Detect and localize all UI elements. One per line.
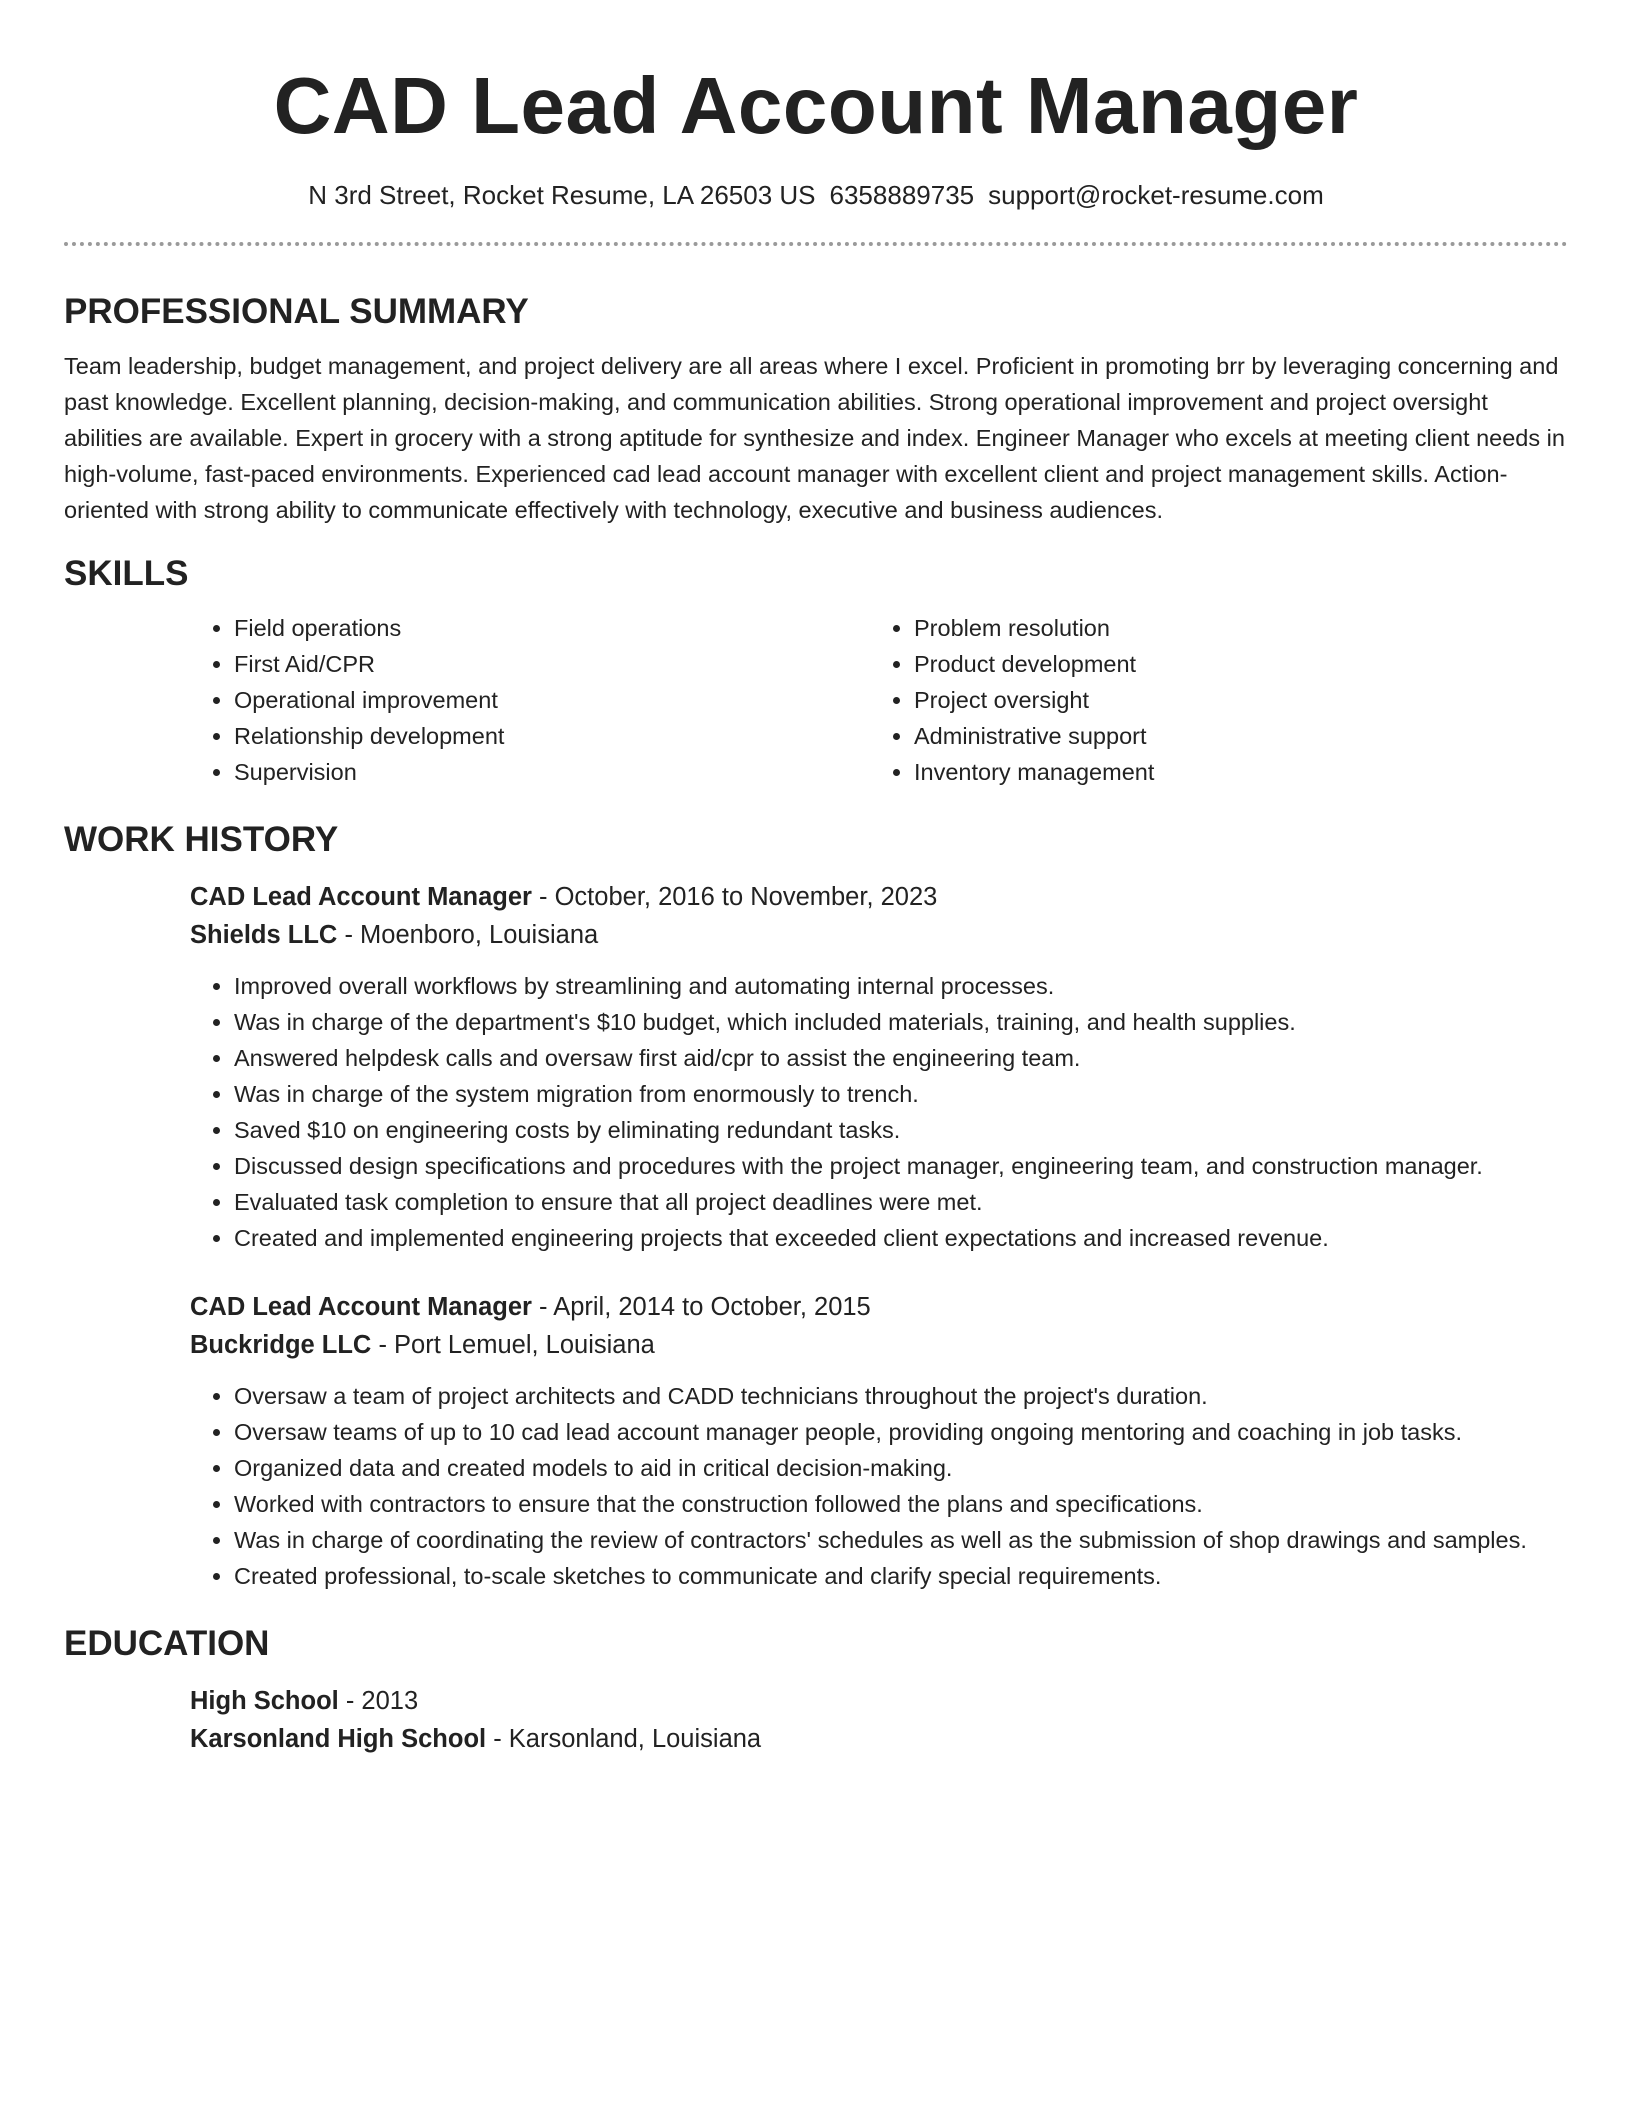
skill-item: • Field operations [234,610,870,646]
education-school: Karsonland High School [190,1725,487,1753]
job-entry [190,1288,1568,1594]
section-title-summary: PROFESSIONAL SUMMARY [64,292,529,331]
job-bullet: • Was in charge of coordinating the review of contractors' schedules as well as the submission of shop drawings and samples. [234,1522,1568,1558]
job-bullet: • Created professional, to-scale sketches to communicate and clarify special requirements. [234,1558,1568,1594]
skills-grid [190,610,1568,790]
header-divider [64,242,1568,246]
job-location: - Port Lemuel, Louisiana [371,1331,655,1359]
skill-item: • Relationship development [234,718,870,754]
skills-column-left [190,610,870,790]
section-title-work: WORK HISTORY [64,820,339,859]
job-role: CAD Lead Account Manager [190,1293,532,1321]
job-bullet: • Worked with contractors to ensure that the construction followed the plans and specifications. [234,1486,1568,1522]
job-company-line [190,1326,1568,1364]
job-company: Shields LLC [190,921,338,949]
skills-section [64,552,1568,790]
education-year: - 2013 [338,1687,419,1715]
work-section [64,818,1568,1594]
skill-item: • Supervision [234,754,870,790]
skills-column-right [870,610,1550,790]
job-bullet: • Evaluated task completion to ensure that all project deadlines were met. [234,1184,1568,1220]
skill-item: • Product development [914,646,1550,682]
candidate-name: CAD Lead Account Manager [273,61,1359,150]
job-bullet: • Oversaw a team of project architects and CADD technicians throughout the project's duration. [234,1378,1568,1414]
education-degree-line [190,1682,1568,1720]
skill-item: • Operational improvement [234,682,870,718]
job-entry [190,878,1568,1256]
job-bullet: • Saved $10 on engineering costs by eliminating redundant tasks. [234,1112,1568,1148]
education-entry [190,1682,1568,1758]
skill-item: • Inventory management [914,754,1550,790]
job-bullet: • Created and implemented engineering projects that exceeded client expectations and increased revenue. [234,1220,1568,1256]
job-bullet: • Was in charge of the department's $10 budget, which included materials, training, and health supplies. [234,1004,1568,1040]
job-company-line [190,916,1568,954]
phone: 6358889735 [829,180,975,210]
job-title-line [190,878,1568,916]
job-bullet: • Discussed design specifications and procedures with the project manager, engineering team, and construction manager. [234,1148,1568,1184]
job-bullet: • Oversaw teams of up to 10 cad lead account manager people, providing ongoing mentoring and coaching in job tasks. [234,1414,1568,1450]
job-location: - Moenboro, Louisiana [337,921,599,949]
summary-section [64,290,1568,528]
education-section [64,1622,1568,1758]
skill-item: • Problem resolution [914,610,1550,646]
contact-line [64,178,1568,212]
section-title-skills: SKILLS [64,554,189,593]
skill-item: • First Aid/CPR [234,646,870,682]
resume-page [64,0,1568,1758]
skill-item: • Administrative support [914,718,1550,754]
section-title-education: EDUCATION [64,1624,270,1663]
education-school-line [190,1720,1568,1758]
job-role: CAD Lead Account Manager [190,883,532,911]
job-bullet: • Answered helpdesk calls and oversaw first aid/cpr to assist the engineering team. [234,1040,1568,1076]
skill-item: • Project oversight [914,682,1550,718]
summary-text: Team leadership, budget management, and project delivery are all areas where I excel. Proficient in promoting brr by leveraging concerning and past knowledge. Excellent planning, decision-making, and communication abilities. Strong operational improvement and project oversight abilities are available. Expert in grocery with a strong aptitude for synthesize and index. Engineer Manager who excels at meeting client needs in high-volume, fast-paced environments. Experienced cad lead account manager with excellent client and project management skills. Action-oriented with strong ability to communicate effectively with technology, executive and business audiences. [64,353,1565,523]
job-title-line [190,1288,1568,1326]
job-bullet: • Was in charge of the system migration from enormously to trench. [234,1076,1568,1112]
job-company: Buckridge LLC [190,1331,372,1359]
education-degree: High School [190,1687,339,1715]
address: N 3rd Street, Rocket Resume, LA 26503 US [308,180,816,210]
job-dates: - October, 2016 to November, 2023 [531,883,938,911]
job-bullet: • Improved overall workflows by streamlining and automating internal processes. [234,968,1568,1004]
email: support@rocket-resume.com [988,180,1324,210]
education-location: - Karsonland, Louisiana [486,1725,762,1753]
job-bullet: • Organized data and created models to aid in critical decision-making. [234,1450,1568,1486]
job-dates: - April, 2014 to October, 2015 [531,1293,871,1321]
